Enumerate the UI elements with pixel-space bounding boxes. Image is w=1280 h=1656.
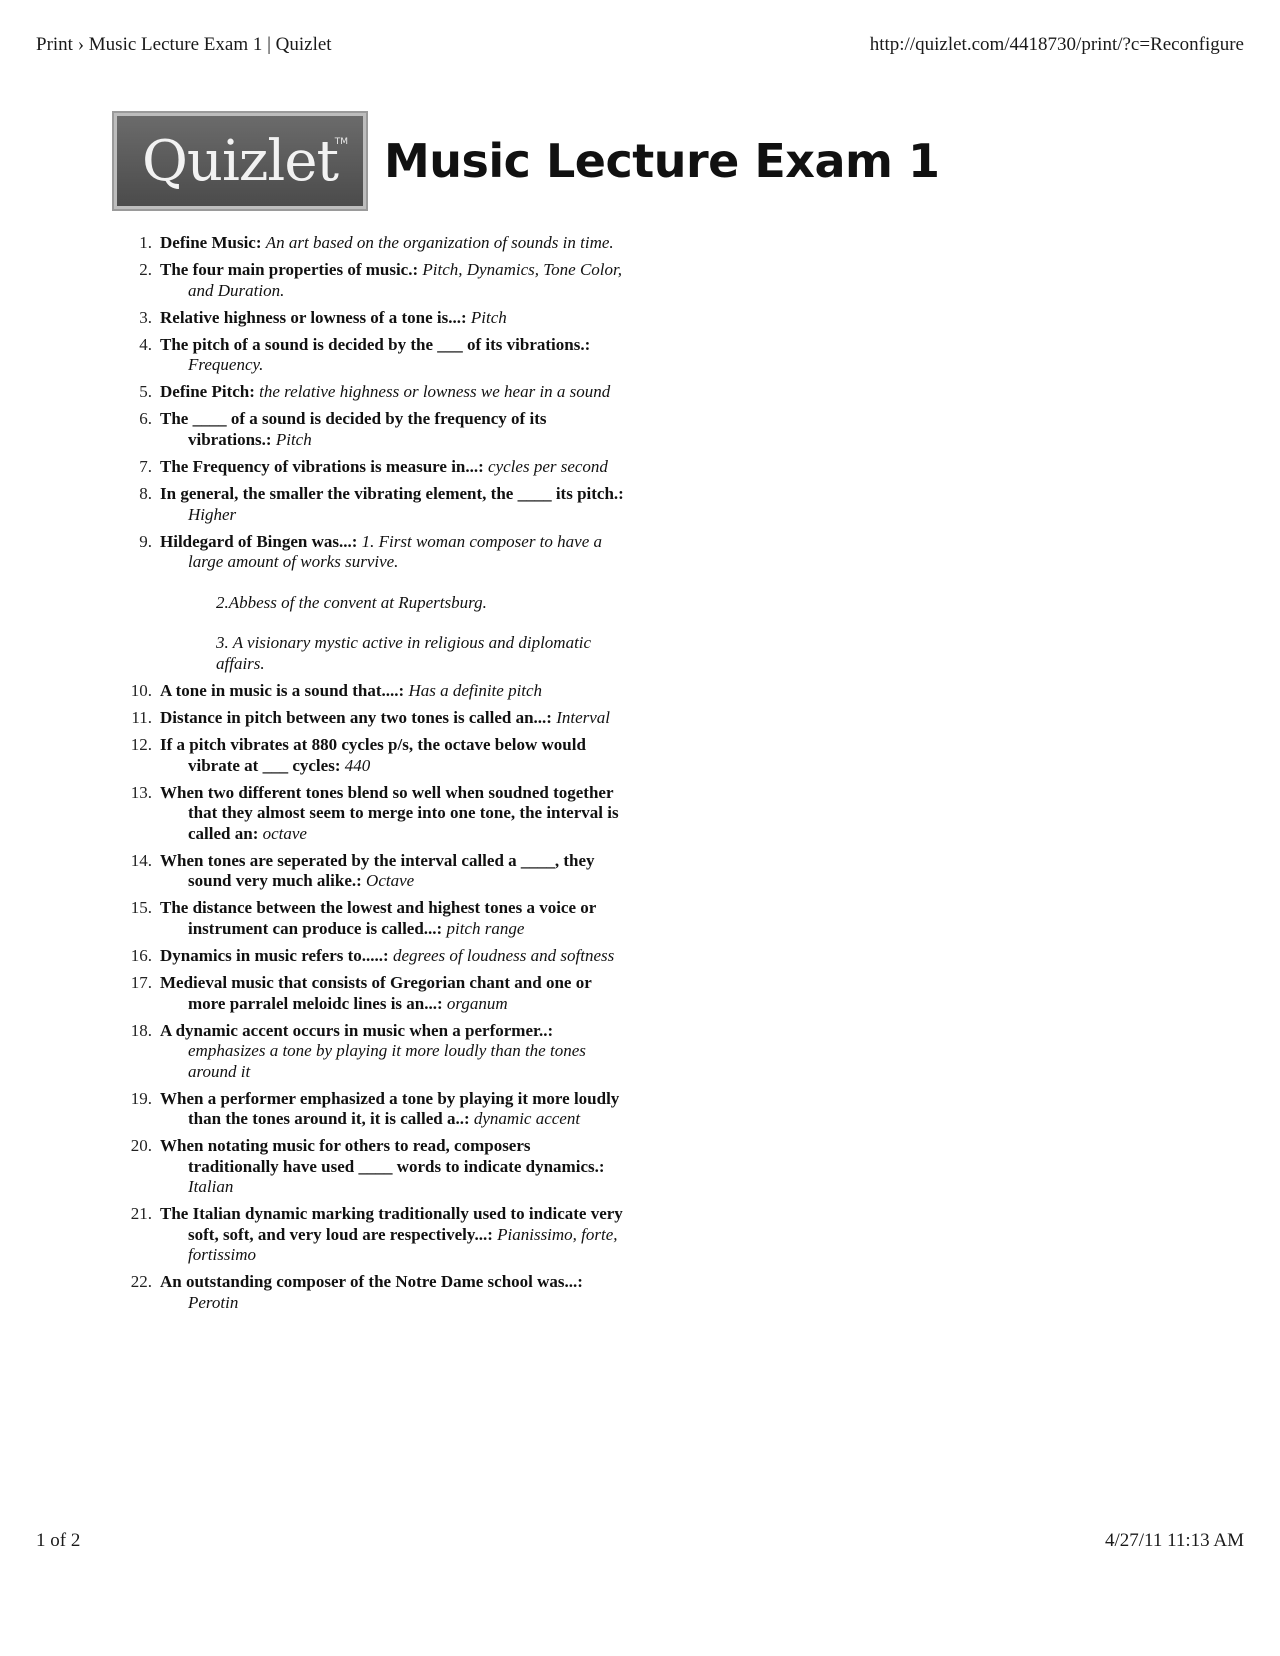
list-item [124,308,624,329]
item-entry [160,484,624,525]
item-definition: An art based on the organization of sounds in time. [265,233,614,252]
item-definition: Pianissimo, forte, fortissimo [188,1224,618,1265]
item-number: 13. [130,782,152,802]
item-definition: Octave [366,871,415,891]
item-entry [160,898,624,939]
print-footer [36,1530,1244,1552]
item-term: Distance in pitch between any two tones is called an...: [160,707,552,727]
list-item [124,382,624,403]
item-number: 9. [139,531,152,551]
item-number: 8. [139,484,152,504]
list-item [124,851,624,892]
item-entry [160,260,624,301]
item-entry [160,681,624,702]
list-item [124,1136,624,1198]
list-item [124,1272,624,1313]
item-entry [160,457,624,478]
item-entry [160,1204,624,1266]
item-entry [160,532,624,675]
item-term: Dynamics in music refers to.....: [160,945,389,965]
list-item [124,946,624,967]
item-number: 17. [130,973,152,992]
item-term: The pitch of a sound is decided by the ___ of its vibrations.: [160,334,591,354]
item-definition: Interval [556,707,611,727]
list-item [124,532,624,675]
item-entry [160,973,624,1014]
item-number: 6. [139,409,152,429]
item-number: 22. [130,1272,152,1292]
list-item [124,708,624,729]
item-definition: the relative highness or lowness we hear in a sound [259,382,611,402]
item-entry [160,233,624,254]
list-item [124,1204,624,1266]
item-term: A dynamic accent occurs in music when a performer..: [160,1020,554,1040]
list-item [124,681,624,702]
item-definition-paragraph: 2.Abbess of the convent at Rupertsburg. [216,592,487,612]
item-definition: octave [262,823,307,843]
item-entry [160,1272,624,1313]
item-number: 16. [130,945,152,965]
item-definition: 1. First woman composer to have a large amount of works survive. [188,531,602,572]
item-number: 15. [130,898,152,918]
list-item [124,783,624,845]
list-item [124,233,624,254]
item-number: 18. [130,1020,152,1040]
item-number: 7. [139,457,152,477]
item-number: 2. [139,260,152,280]
item-term: The four main properties of music.: [160,260,419,280]
list-item [124,1021,624,1083]
item-number: 19. [130,1088,152,1108]
item-term: When notating music for others to read, composers traditionally have used ____ words to indicate dynamics.: [160,1136,605,1176]
item-entry [160,783,624,845]
list-item [124,409,624,450]
list-item [124,735,624,776]
item-number: 20. [130,1136,152,1156]
print-header-title: Print › Music Lecture Exam 1 | Quizlet [36,34,332,55]
item-definition: emphasizes a tone by playing it more loudly than the tones around it [188,1041,586,1081]
item-term: The distance between the lowest and highest tones a voice or instrument can produce is called...: [160,898,596,938]
item-number: 10. [130,680,152,700]
print-timestamp: 4/27/11 11:13 AM [1105,1530,1244,1551]
list-item [124,260,624,301]
logo-wordmark: Quizlet [142,128,338,194]
item-number: 5. [139,382,152,402]
term-list [124,233,624,1320]
item-term: When tones are seperated by the interval called a ____, they sound very much alike.: [160,850,595,891]
item-term: Relative highness or lowness of a tone is...: [160,307,467,327]
item-number: 11. [131,707,152,727]
item-term: When a performer emphasized a tone by playing it more loudly than the tones around it, it is called a..: [160,1088,620,1129]
list-item [124,335,624,376]
item-entry [160,946,624,967]
item-definition-paragraph: 3. A visionary mystic active in religious and diplomatic affairs. [216,633,592,673]
item-number: 1. [139,233,152,252]
item-term: When two different tones blend so well when soudned together that they almost seem to merge into one tone, the interval is called an: [160,782,619,843]
item-term: Medieval music that consists of Gregorian chant and one or more parralel meloidc lines is an...: [160,973,592,1013]
page-title: Music Lecture Exam 1 [384,134,940,188]
item-term: Define Music: [160,233,262,252]
item-entry [160,851,624,892]
page-count: 1 of 2 [36,1530,81,1551]
print-header-url: http://quizlet.com/4418730/print/?c=Reconfigure [869,34,1244,55]
item-entry [160,382,624,403]
item-definition: pitch range [446,918,525,938]
item-entry [160,308,624,329]
item-entry [160,735,624,776]
list-item [124,457,624,478]
item-term: If a pitch vibrates at 880 cycles p/s, the octave below would vibrate at ___ cycles: [160,735,586,775]
list-item [124,484,624,525]
item-entry [160,409,624,450]
item-term: A tone in music is a sound that....: [160,680,405,700]
item-definition: Has a definite pitch [408,680,543,700]
item-entry [160,335,624,376]
item-definition: dynamic accent [473,1109,581,1129]
item-definition: cycles per second [488,457,608,477]
item-definition: Frequency. [188,355,264,375]
item-number: 4. [139,334,152,354]
item-definition: 440 [344,755,371,775]
item-term: The ____ of a sound is decided by the frequency of its vibrations.: [160,409,547,449]
item-number: 3. [139,307,152,327]
item-entry [160,1136,624,1198]
item-term: In general, the smaller the vibrating element, the ____ its pitch.: [160,484,624,504]
item-definition: Pitch, Dynamics, Tone Color, and Duration. [188,260,622,300]
list-item [124,1089,624,1130]
item-definition: Perotin [188,1292,239,1312]
item-term: The Frequency of vibrations is measure in...: [160,457,484,477]
quizlet-logo [112,111,368,211]
title-row [112,111,939,211]
item-definition: Pitch [470,307,507,327]
item-term: Hildegard of Bingen was...: [160,531,358,551]
list-item [124,973,624,1014]
item-definition: degrees of loudness and softness [392,945,615,965]
item-entry [160,1021,624,1083]
item-definition: organum [446,993,508,1013]
paragraph-gap [188,613,624,633]
item-number: 14. [130,850,152,870]
item-number: 21. [130,1204,152,1224]
item-definition: Italian [188,1177,234,1197]
list-item [124,898,624,939]
item-term: An outstanding composer of the Notre Dame school was...: [160,1272,583,1292]
item-term: Define Pitch: [160,382,255,402]
paragraph-gap [188,573,624,593]
item-entry [160,708,624,729]
item-definition: Higher [188,504,237,524]
item-entry [160,1089,624,1130]
item-number: 12. [130,735,152,755]
item-definition: Pitch [275,429,312,449]
logo-trademark: TM [334,137,348,147]
print-header [36,34,1244,56]
item-term: The Italian dynamic marking traditionally used to indicate very soft, soft, and very loud are respectively...: [160,1204,623,1244]
